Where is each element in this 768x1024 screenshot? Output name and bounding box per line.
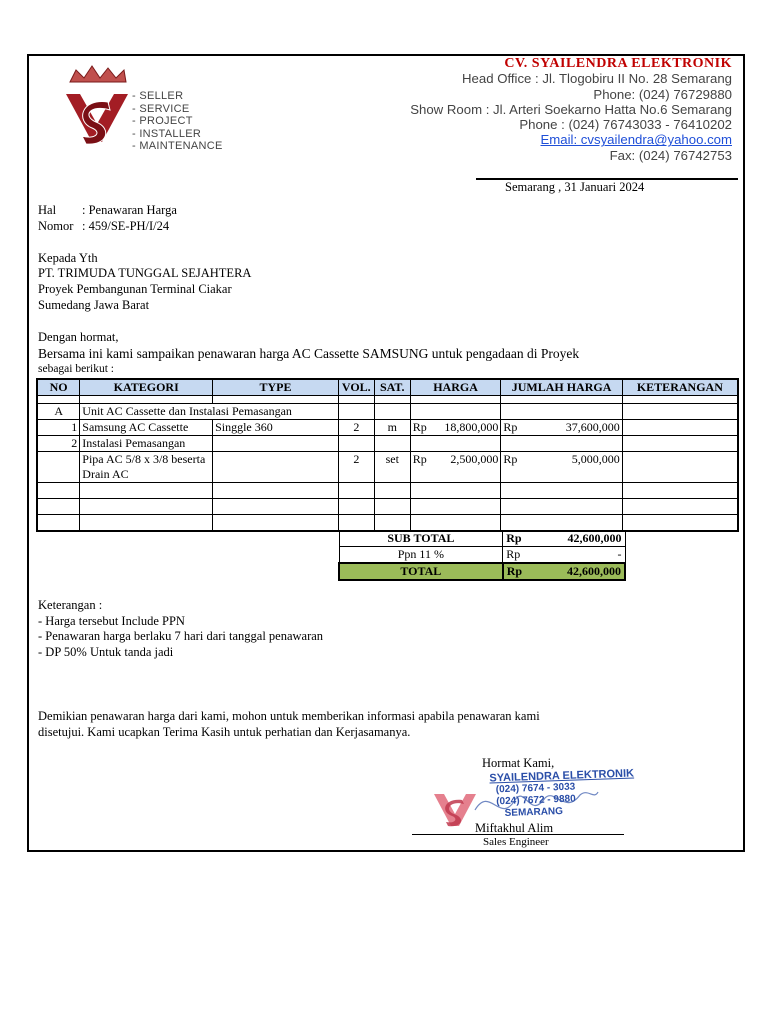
row-jumlah: [501, 452, 622, 483]
row-harga: [410, 452, 501, 483]
subtotal-row: [339, 531, 625, 547]
fax: Fax: (024) 76742753: [609, 147, 732, 163]
company-header: [410, 56, 732, 163]
rp-label: Rp: [412, 420, 427, 434]
row-harga: [410, 420, 501, 436]
header-sat: SAT.: [374, 379, 410, 396]
head-office: Head Office : Jl. Tlogobiru II No. 28 Semarang: [462, 71, 732, 87]
row-sat: m: [374, 420, 410, 436]
note-item: - DP 50% Untuk tanda jadi: [38, 645, 174, 659]
row-kategori: Samsung AC Cassette: [80, 420, 213, 436]
subtotal-cell: [503, 531, 625, 547]
row-jumlah-value: 37,600,000: [565, 420, 620, 434]
nomor-label: Nomor: [38, 219, 74, 233]
services-list: [132, 90, 223, 153]
row-kategori-line2: Drain AC: [82, 467, 129, 481]
row-jumlah: [501, 420, 622, 436]
service-item: - SELLER: [132, 90, 184, 102]
rp-label: Rp: [506, 564, 523, 578]
row-jumlah-value: 5,000,000: [571, 452, 620, 466]
service-item: - MAINTENANCE: [132, 140, 223, 152]
table-header-row: [37, 379, 738, 396]
intro-text: Bersama ini kami sampaikan penawaran harga AC Cassette SAMSUNG untuk pengadaan di Proyek: [38, 346, 580, 361]
row-ket: [622, 420, 738, 436]
table-row: [37, 452, 738, 483]
row-no: 1: [37, 420, 80, 436]
service-item: - INSTALLER: [132, 127, 202, 140]
row-kategori: [80, 452, 213, 483]
hal-label: Hal: [38, 203, 57, 217]
rp-label: Rp: [506, 547, 521, 561]
closing-line-2: disetujui. Kami ucapkan Terima Kasih untuk perhatian dan Kerjasamanya.: [38, 725, 411, 739]
table-row: [37, 515, 738, 532]
row-harga-value: 2,500,000: [450, 452, 499, 466]
nomor-value: : 459/SE-PH/I/24: [82, 219, 170, 233]
signature-line: [412, 834, 624, 835]
recipient: PT. TRIMUDA TUNGGAL SEJAHTERA: [38, 266, 252, 280]
total-value: 42,600,000: [567, 564, 621, 578]
rp-label: Rp: [503, 420, 518, 434]
table-row: [37, 483, 738, 499]
items-table: [36, 378, 739, 532]
phone-show-room: Phone : (024) 76743033 - 76410202: [519, 117, 732, 133]
signer-title: Sales Engineer: [483, 836, 549, 848]
subtotal-label: SUB TOTAL: [339, 531, 503, 547]
table-row: [37, 436, 738, 452]
notes-title: Keterangan :: [38, 598, 103, 612]
to-line: Kepada Yth: [38, 251, 98, 265]
header-keterangan: KETERANGAN: [622, 379, 738, 396]
ppn-label: Ppn 11 %: [339, 547, 503, 564]
stamp-phone-2: (024) 7672 - 9880: [496, 793, 576, 808]
row-sat: set: [374, 452, 410, 483]
section-title: Unit AC Cassette dan Instalasi Pemasangan: [80, 404, 339, 420]
ppn-cell: [503, 547, 625, 564]
stamp-phone-1: (024) 7674 - 3033: [495, 781, 576, 796]
row-kategori: Instalasi Pemasangan: [80, 436, 213, 452]
closing-line-1: Demikian penawaran harga dari kami, mohon untuk memberikan informasi apabila penawaran kami: [38, 709, 540, 723]
intro-text-2: sebagai berikut :: [38, 363, 115, 375]
rp-label: Rp: [412, 452, 427, 466]
header-vol: VOL.: [338, 379, 374, 396]
project: Proyek Pembangunan Terminal Ciakar: [38, 282, 232, 296]
row-vol: 2: [338, 420, 374, 436]
row-no: 2: [37, 436, 80, 452]
company-name: CV. SYAILENDRA ELEKTRONIK: [504, 56, 732, 71]
row-kategori-line1: Pipa AC 5/8 x 3/8 beserta: [82, 452, 206, 466]
greeting: Dengan hormat,: [38, 330, 119, 344]
total-row: [339, 563, 625, 580]
table-row: [37, 404, 738, 420]
rp-label: Rp: [503, 452, 518, 466]
company-logo-icon: [62, 64, 132, 156]
header-jumlah: JUMLAH HARGA: [501, 379, 622, 396]
summary-table: [338, 530, 626, 581]
email-link[interactable]: Email: cvsyailendra@yahoo.com: [540, 132, 732, 148]
header-type: TYPE: [213, 379, 339, 396]
total-cell: [503, 563, 625, 580]
service-item: - PROJECT: [132, 115, 193, 127]
letter-date: Semarang , 31 Januari 2024: [505, 180, 645, 194]
note-item: - Harga tersebut Include PPN: [38, 614, 185, 628]
stamp-name: SYAILENDRA ELEKTRONIK: [489, 767, 635, 785]
section-no: A: [37, 404, 80, 420]
signer-name: Miftakhul Alim: [475, 821, 554, 835]
header-no: NO: [37, 379, 80, 396]
phone-head-office: Phone: (024) 76729880: [593, 86, 732, 102]
rp-label: Rp: [506, 531, 522, 545]
location: Sumedang Jawa Barat: [38, 298, 150, 312]
regards: Hormat Kami,: [482, 756, 555, 770]
table-row: [37, 396, 738, 404]
row-type: Singgle 360: [213, 420, 339, 436]
row-vol: 2: [338, 452, 374, 483]
stamp-city: SEMARANG: [504, 805, 564, 820]
header-harga: HARGA: [410, 379, 501, 396]
row-harga-value: 18,800,000: [444, 420, 499, 434]
table-row: [37, 499, 738, 515]
note-item: - Penawaran harga berlaku 7 hari dari tanggal penawaran: [38, 629, 324, 643]
header-kategori: KATEGORI: [80, 379, 213, 396]
subtotal-value: 42,600,000: [567, 531, 622, 545]
table-row: [37, 420, 738, 436]
show-room: Show Room : Jl. Arteri Soekarno Hatta No.6 Semarang: [410, 101, 732, 117]
ppn-value: -: [617, 547, 622, 561]
service-item: - SERVICE: [132, 102, 190, 115]
total-label: TOTAL: [339, 563, 503, 580]
ppn-row: [339, 547, 625, 564]
hal-value: : Penawaran Harga: [82, 203, 177, 217]
